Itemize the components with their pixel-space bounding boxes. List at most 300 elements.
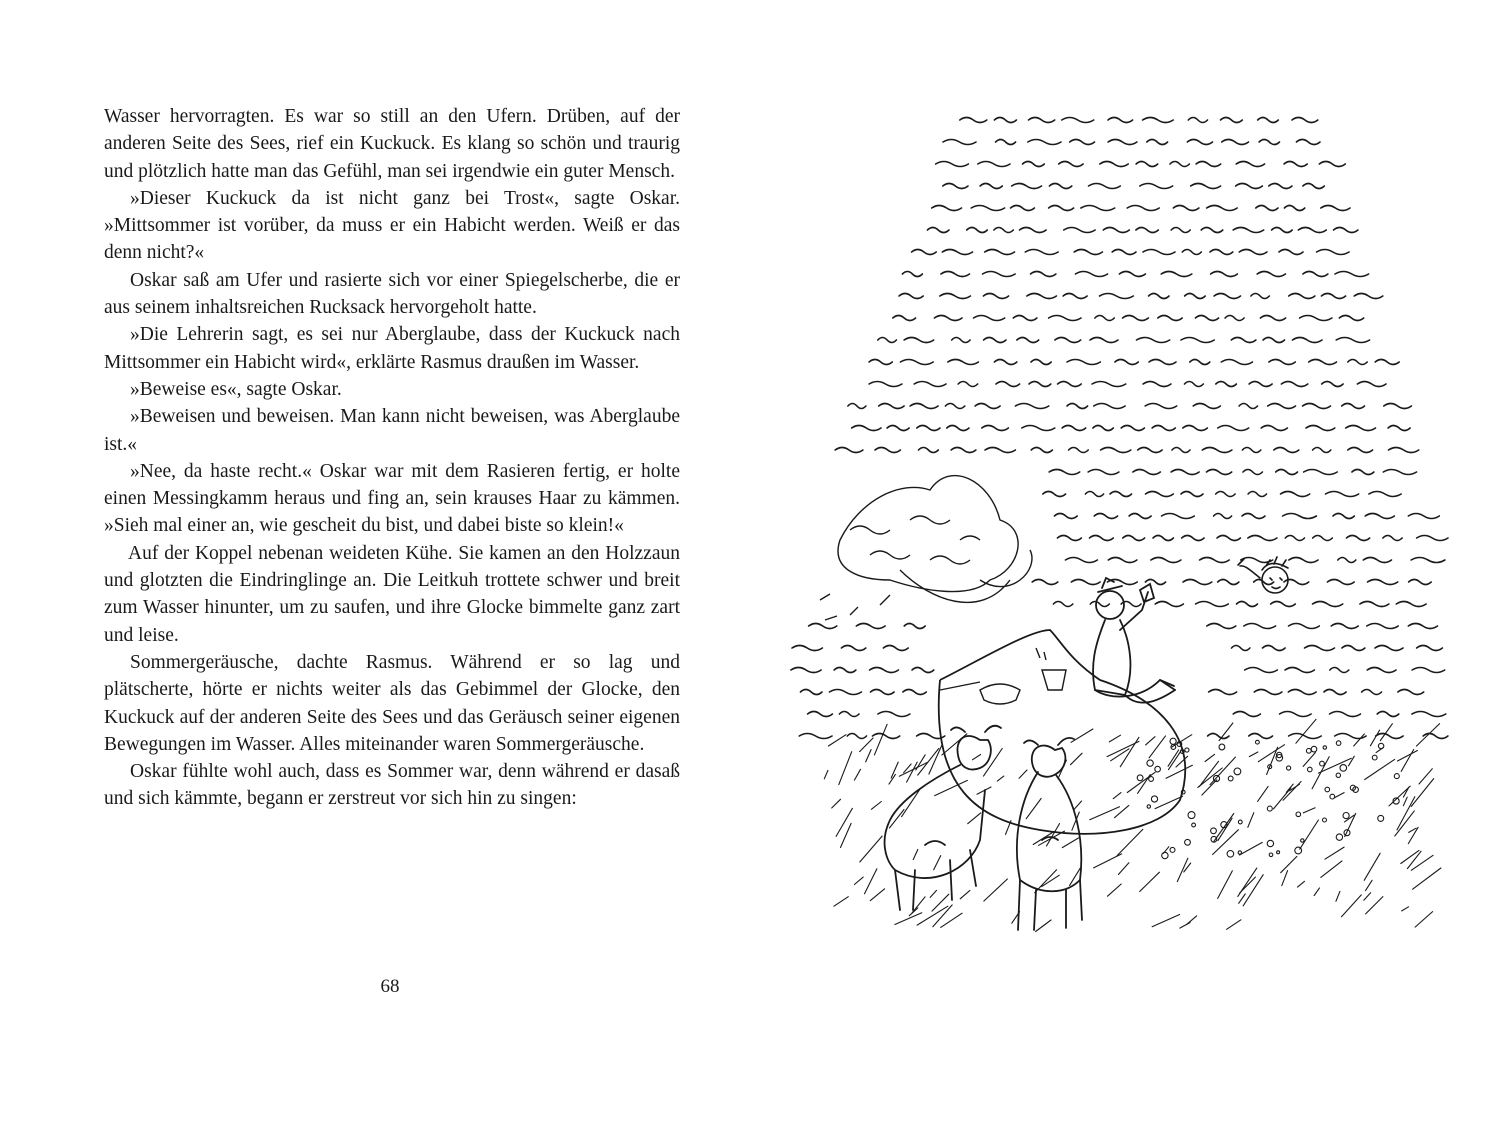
wave-stroke <box>994 360 1016 365</box>
man-shaving <box>1093 578 1175 703</box>
pebble <box>1149 777 1154 782</box>
wave-stroke <box>893 316 916 321</box>
wave-stroke <box>1236 184 1263 189</box>
wave-stroke <box>943 184 968 189</box>
grass-stroke <box>935 780 968 795</box>
wave-stroke <box>834 668 856 673</box>
grass-stroke <box>1401 750 1414 772</box>
wave-stroke <box>1183 426 1208 431</box>
wave-stroke <box>1338 558 1356 563</box>
wave-stroke <box>1388 426 1410 431</box>
grass-stroke <box>1349 756 1355 766</box>
wave-stroke <box>974 316 1005 321</box>
wave-stroke <box>1211 272 1238 277</box>
wave-stroke <box>1127 206 1159 211</box>
pebble <box>1170 847 1175 852</box>
wave-stroke <box>1347 536 1370 541</box>
wave-stroke <box>1137 338 1170 343</box>
wave-stroke <box>1408 514 1439 519</box>
pebble <box>1372 755 1377 760</box>
wave-stroke <box>1218 426 1249 431</box>
wave-stroke <box>1342 646 1365 651</box>
wave-stroke <box>1360 602 1389 607</box>
paragraph-8: Auf der Koppel nebenan weideten Kühe. Sie kamen an den Holzzaun und glotzten die Eindringlinge an. Die Leitkuh trottete schwer und breit zum Wasser hinunter, um zu saufen, und ihre Glocke bimmelte ganz zart und leise. <box>104 542 680 646</box>
grass-stroke <box>1413 868 1441 889</box>
wave-stroke <box>1326 492 1359 497</box>
pebble <box>1137 775 1143 781</box>
pebble <box>1325 787 1330 792</box>
wave-stroke <box>1094 404 1125 409</box>
pebble <box>1256 740 1260 744</box>
wave-stroke <box>1123 316 1149 321</box>
wave-stroke <box>1327 580 1354 585</box>
wave-stroke <box>1269 360 1295 365</box>
wave-stroke <box>1201 228 1223 233</box>
pebble <box>1238 851 1241 854</box>
wave-stroke <box>904 624 925 629</box>
wave-stroke <box>1143 118 1174 123</box>
grass-stroke <box>1118 863 1129 875</box>
pebble <box>1147 760 1153 766</box>
wave-stroke <box>912 250 937 255</box>
wave-stroke <box>1200 558 1230 563</box>
grass-stroke <box>1109 735 1120 742</box>
wave-stroke <box>904 338 934 343</box>
paragraph-10: Oskar fühlte wohl auch, dass es Sommer war, denn während er dasaß und sich kämmte, begann er zerstreut vor sich hin zu singen: <box>104 761 680 810</box>
wave-stroke <box>1123 536 1145 541</box>
grass-stroke <box>1108 884 1122 896</box>
wave-stroke <box>1375 360 1399 365</box>
paragraph-5: »Beweise es«, sagte Oskar. <box>130 378 342 400</box>
pebble <box>1378 815 1384 821</box>
paragraph-3: Oskar saß am Ufer und rasierte sich vor einer Spiegelscherbe, die er aus seinem inhaltsreichen Rucksack hervorgeholt hatte. <box>104 269 680 319</box>
wave-stroke <box>1190 360 1210 365</box>
wave-stroke <box>1225 316 1244 321</box>
wave-stroke <box>848 404 866 409</box>
wave-stroke <box>952 338 970 343</box>
wave-stroke <box>978 162 1010 167</box>
wave-stroke <box>1025 250 1058 255</box>
wave-stroke <box>1075 272 1107 277</box>
grass-stroke <box>1380 724 1392 741</box>
grass-stroke <box>1411 855 1433 870</box>
grass-stroke <box>836 808 852 836</box>
grass-stroke <box>1303 808 1315 813</box>
wave-stroke <box>1322 382 1343 387</box>
wave-stroke <box>1298 228 1326 233</box>
pebble <box>1185 839 1191 845</box>
right-page <box>750 0 1500 1140</box>
wave-stroke <box>919 448 939 453</box>
grass-stroke <box>1281 856 1297 872</box>
wave-stroke <box>1208 734 1229 739</box>
grass-stroke <box>1152 915 1180 927</box>
pebble <box>1340 765 1347 772</box>
wave-stroke <box>1092 382 1126 387</box>
wave-stroke <box>1362 690 1382 695</box>
wave-stroke <box>1365 514 1394 519</box>
wave-stroke <box>1256 206 1278 211</box>
grass-stroke <box>968 813 981 824</box>
wave-stroke <box>799 734 832 739</box>
wave-stroke <box>943 140 976 145</box>
wave-stroke <box>1108 118 1133 123</box>
wave-stroke <box>1031 448 1052 453</box>
wave-stroke <box>984 338 1006 343</box>
wave-stroke <box>1110 492 1132 497</box>
grass-stroke <box>972 755 980 760</box>
wave-stroke <box>1185 382 1204 387</box>
wave-stroke <box>1145 404 1177 409</box>
body-text <box>104 103 680 813</box>
wave-stroke <box>1067 404 1088 409</box>
wave-stroke <box>1162 514 1195 519</box>
wave-stroke <box>1158 316 1182 321</box>
wave-stroke <box>1071 580 1100 585</box>
wave-stroke <box>914 382 946 387</box>
wave-stroke <box>1289 294 1315 299</box>
grass-stroke <box>1117 829 1143 855</box>
grass-stroke <box>1364 853 1380 880</box>
pebble <box>1227 851 1234 858</box>
wave-stroke <box>1155 602 1183 607</box>
wave-stroke <box>1289 734 1322 739</box>
wave-stroke <box>1368 580 1398 585</box>
wave-stroke <box>971 206 1004 211</box>
shore-items <box>940 648 1066 704</box>
grass-stroke <box>1238 868 1257 896</box>
wave-stroke <box>1216 382 1237 387</box>
wave-stroke <box>1196 162 1221 167</box>
wave-stroke <box>941 272 970 277</box>
wave-stroke <box>1324 690 1346 695</box>
cows <box>885 726 1082 930</box>
paragraph-2: »Dieser Kuckuck da ist nicht ganz bei Trost«, sagte Oskar. »Mittsommer ist vorüber, da muss er ein Habicht werden. Weiß er das denn nicht?« <box>104 187 680 264</box>
wave-stroke <box>1348 448 1373 453</box>
wave-stroke <box>932 206 962 211</box>
grass-stroke <box>1062 838 1078 848</box>
wave-stroke <box>841 646 865 651</box>
wave-stroke <box>1057 536 1081 541</box>
wave-stroke <box>1146 492 1174 497</box>
grass-stroke <box>1336 891 1340 901</box>
wave-stroke <box>1011 206 1035 211</box>
wave-stroke <box>1064 228 1095 233</box>
wave-stroke <box>1389 448 1419 453</box>
wave-stroke <box>878 712 910 717</box>
grass-stroke <box>1366 880 1373 890</box>
wave-stroke <box>1209 690 1237 695</box>
wave-stroke <box>1090 602 1109 607</box>
wave-stroke <box>871 690 895 695</box>
wave-stroke <box>1121 426 1144 431</box>
pebble <box>1295 847 1302 854</box>
wave-stroke <box>1232 646 1250 651</box>
wave-stroke <box>967 228 988 233</box>
wave-stroke <box>1243 470 1262 475</box>
wave-stroke <box>1173 206 1199 211</box>
wave-stroke <box>1043 492 1066 497</box>
grass-stroke <box>1071 753 1083 765</box>
pebble <box>1306 748 1311 753</box>
wave-stroke <box>1283 514 1317 519</box>
wave-stroke <box>856 624 885 629</box>
pebble <box>1330 794 1335 799</box>
wave-stroke <box>1346 426 1376 431</box>
wave-stroke <box>1221 118 1243 123</box>
wave-stroke <box>1304 470 1338 475</box>
wave-stroke <box>1259 140 1279 145</box>
wave-stroke <box>1313 602 1343 607</box>
grass-stroke <box>1411 779 1434 807</box>
pebble <box>1277 851 1280 854</box>
wave-stroke <box>1352 470 1374 475</box>
grass-stroke <box>834 897 848 907</box>
wave-stroke <box>1261 426 1287 431</box>
wave-stroke <box>1342 404 1365 409</box>
wave-stroke <box>1271 602 1296 607</box>
grass-stroke <box>1026 799 1041 819</box>
grass-stroke <box>1218 871 1233 899</box>
wave-stroke <box>1138 448 1162 453</box>
grass-stroke <box>1227 920 1241 930</box>
wave-stroke <box>1207 624 1236 629</box>
wave-stroke <box>1376 734 1403 739</box>
wave-stroke <box>1367 624 1398 629</box>
wave-stroke <box>1136 162 1158 167</box>
wave-stroke <box>875 448 900 453</box>
wave-stroke <box>1377 712 1399 717</box>
wave-stroke <box>1289 624 1320 629</box>
wave-stroke <box>1272 228 1293 233</box>
wave-stroke <box>1172 448 1190 453</box>
wave-stroke <box>1171 470 1199 475</box>
wave-stroke <box>982 426 1009 431</box>
wave-stroke <box>1369 492 1401 497</box>
wave-stroke <box>912 668 934 673</box>
grass-stroke <box>832 799 841 808</box>
wave-stroke <box>1285 668 1314 673</box>
wave-stroke <box>1093 426 1113 431</box>
wave-stroke <box>1207 470 1232 475</box>
wave-stroke <box>1149 360 1176 365</box>
wave-stroke <box>1396 602 1426 607</box>
grass-stroke <box>860 836 882 862</box>
wave-stroke <box>879 404 904 409</box>
wave-stroke <box>1058 382 1082 387</box>
wave-stroke <box>1339 316 1363 321</box>
pebble <box>1267 806 1272 811</box>
wave-stroke <box>1089 184 1121 189</box>
wave-stroke <box>1268 404 1296 409</box>
grass-stroke <box>1364 893 1371 901</box>
wave-stroke <box>1193 404 1220 409</box>
wave-stroke <box>1274 448 1299 453</box>
wave-stroke <box>1289 558 1318 563</box>
pebble <box>1228 776 1233 781</box>
wave-stroke <box>878 338 897 343</box>
grass-stroke <box>824 770 828 778</box>
wave-stroke <box>1108 558 1137 563</box>
wave-stroke <box>883 646 908 651</box>
pebble <box>1155 766 1161 772</box>
grass-stroke <box>1240 842 1263 855</box>
grass-stroke <box>1402 907 1409 911</box>
wave-stroke <box>1263 338 1284 343</box>
wave-stroke <box>917 426 940 431</box>
wave-stroke <box>1245 668 1278 673</box>
wave-stroke <box>1303 272 1328 277</box>
wave-stroke <box>1012 184 1042 189</box>
wave-stroke <box>870 668 899 673</box>
grass-stroke <box>1146 737 1155 745</box>
wave-stroke <box>1284 206 1304 211</box>
grass-stroke <box>1334 793 1344 798</box>
pebble <box>1378 743 1383 748</box>
wave-stroke <box>1383 470 1416 475</box>
wave-stroke <box>1303 184 1324 189</box>
grass-stroke <box>1282 871 1288 886</box>
grass-stroke <box>997 776 1004 781</box>
wave-stroke <box>1063 294 1087 299</box>
wave-stroke <box>1260 316 1285 321</box>
wave-stroke <box>1088 470 1119 475</box>
pebble <box>1188 812 1195 819</box>
wave-stroke <box>1254 690 1282 695</box>
page-number: 68 <box>380 976 400 997</box>
wave-stroke <box>1417 536 1448 541</box>
wave-stroke <box>1239 404 1257 409</box>
pebble <box>1301 839 1304 842</box>
pebble <box>1234 768 1241 775</box>
wave-stroke <box>1195 316 1218 321</box>
wave-stroke <box>1348 360 1367 365</box>
wave-stroke <box>1248 536 1277 541</box>
wave-stroke <box>1153 536 1173 541</box>
grass-stroke <box>930 890 936 897</box>
wave-stroke <box>1254 580 1274 585</box>
wave-stroke <box>1032 580 1058 585</box>
wave-stroke <box>1067 360 1100 365</box>
wave-stroke <box>945 404 964 409</box>
grass-stroke <box>1115 805 1129 817</box>
wave-stroke <box>1279 250 1303 255</box>
grass-stroke <box>1249 752 1258 757</box>
wave-stroke <box>1236 162 1264 167</box>
paragraph-4: »Die Lehrerin sagt, es sei nur Aberglaube, dass der Kuckuck nach Mittsommer ein Habicht wird«, erklärte Rasmus draußen im Wasser. <box>104 324 680 373</box>
wave-stroke <box>1300 316 1332 321</box>
wave-stroke <box>1207 206 1238 211</box>
grass-stroke <box>1354 734 1365 746</box>
wave-stroke <box>996 140 1016 145</box>
wave-stroke <box>940 294 971 299</box>
wave-stroke <box>1216 492 1235 497</box>
wave-stroke <box>1090 338 1118 343</box>
wave-stroke <box>1049 206 1074 211</box>
grass-stroke <box>1300 820 1319 849</box>
wave-stroke <box>1059 162 1083 167</box>
grass-stroke <box>933 905 952 927</box>
wave-stroke <box>1237 602 1258 607</box>
wave-stroke <box>1053 602 1072 607</box>
wave-stroke <box>1218 580 1239 585</box>
wave-stroke <box>936 162 969 167</box>
grass-stroke <box>1325 847 1344 859</box>
wave-stroke <box>1411 558 1445 563</box>
rock <box>939 630 1185 834</box>
wave-stroke <box>1094 514 1117 519</box>
wave-stroke <box>994 228 1013 233</box>
wave-stroke <box>1143 250 1175 255</box>
grass-stroke <box>1267 747 1278 774</box>
wave-stroke <box>1136 228 1158 233</box>
wave-stroke <box>1161 272 1192 277</box>
wave-stroke <box>1336 338 1369 343</box>
wave-stroke <box>960 118 987 123</box>
wave-stroke <box>1305 646 1335 651</box>
wave-stroke <box>1244 624 1276 629</box>
wave-stroke <box>948 360 979 365</box>
wave-stroke <box>1281 382 1307 387</box>
wave-stroke <box>1242 514 1265 519</box>
wave-stroke <box>1074 250 1102 255</box>
pebble <box>1287 766 1291 770</box>
grass-stroke <box>1071 729 1093 742</box>
grass-stroke <box>839 752 852 785</box>
wave-stroke <box>934 316 962 321</box>
wave-stroke <box>994 118 1016 123</box>
pebble <box>1147 805 1150 808</box>
wave-stroke <box>947 426 969 431</box>
lake-illustration <box>780 100 1470 960</box>
wave-stroke <box>1017 338 1039 343</box>
grass-stroke <box>1058 760 1066 779</box>
grass-stroke <box>1180 923 1190 929</box>
wave-stroke <box>1062 118 1094 123</box>
wave-stroke <box>1280 712 1312 717</box>
grass-stroke <box>1365 759 1395 779</box>
grass-stroke <box>934 856 941 870</box>
wave-stroke <box>1296 140 1320 145</box>
pebble <box>1311 746 1317 752</box>
wave-stroke <box>1292 118 1318 123</box>
grass-stroke <box>874 724 887 755</box>
wave-stroke <box>1119 272 1145 277</box>
wave-stroke <box>942 250 972 255</box>
wave-stroke <box>809 624 837 629</box>
wave-stroke <box>1013 316 1037 321</box>
wave-stroke <box>1031 360 1051 365</box>
wave-stroke <box>1249 382 1272 387</box>
wave-stroke <box>902 272 922 277</box>
pebble <box>1296 812 1301 817</box>
pebble <box>1238 820 1242 824</box>
wave-stroke <box>873 734 900 739</box>
grass-stroke <box>1298 881 1305 887</box>
grass-stroke <box>1107 741 1139 756</box>
wave-stroke <box>1029 382 1051 387</box>
wave-stroke <box>900 360 933 365</box>
wave-stroke <box>1062 426 1086 431</box>
wave-stroke <box>1408 624 1437 629</box>
wave-stroke <box>1276 470 1298 475</box>
grass-stroke <box>1321 861 1342 878</box>
foreground-grass <box>824 719 1441 931</box>
pebble <box>1320 761 1325 766</box>
wave-stroke <box>1143 382 1171 387</box>
grass-stroke <box>1403 797 1407 806</box>
grass-stroke <box>1019 770 1027 778</box>
